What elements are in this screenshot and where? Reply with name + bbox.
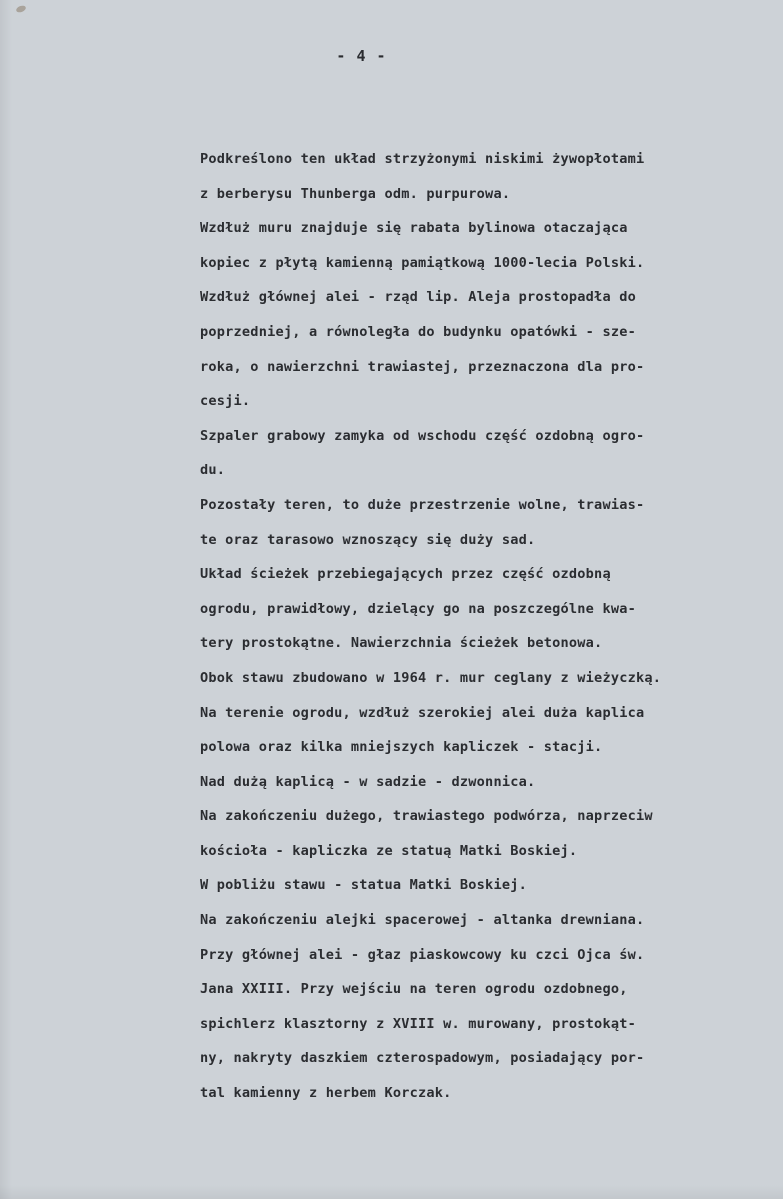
text-line: Na zakończeniu alejki spacerowej - altanka drewniana. (200, 912, 645, 929)
text-line: Szpaler grabowy zamyka od wschodu część ozdobną ogro- (200, 427, 645, 444)
text-line: ogrodu, prawidłowy, dzielący go na poszczególne kwa- (200, 600, 636, 617)
text-line: Wzdłuż głównej alei - rząd lip. Aleja prostopadła do (200, 289, 636, 306)
text-line: spichlerz klasztorny z XVIII w. murowany, prostokąt- (200, 1015, 636, 1032)
paper-stain (15, 4, 26, 13)
text-line: tery prostokątne. Nawierzchnia ścieżek betonowa. (200, 635, 603, 652)
text-line: Na zakończeniu dużego, trawiastego podwórza, naprzeciw (200, 808, 653, 825)
text-line: Pozostały teren, to duże przestrzenie wolne, trawias- (200, 496, 645, 513)
text-line: polowa oraz kilka mniejszych kapliczek - stacji. (200, 739, 603, 756)
text-line: Nad dużą kaplicą - w sadzie - dzwonnica. (200, 773, 536, 790)
text-line: Na terenie ogrodu, wzdłuż szerokiej alei duża kaplica (200, 704, 645, 721)
text-line: kościoła - kapliczka ze statuą Matki Boskiej. (200, 842, 578, 859)
text-line: Podkreślono ten układ strzyżonymi niskimi żywopłotami (200, 151, 645, 167)
text-line: Obok stawu zbudowano w 1964 r. mur ceglany z wieżyczką. (200, 669, 662, 686)
page-number: - 4 - (336, 47, 387, 65)
text-line: W pobliżu stawu - statua Matki Boskiej. (200, 877, 527, 894)
text-line: Jana XXIII. Przy wejściu na teren ogrodu ozdobnego, (200, 981, 628, 998)
text-line: te oraz tarasowo wznoszący się duży sad. (200, 531, 536, 548)
text-line: Układ ścieżek przebiegających przez część ozdobną (200, 566, 611, 583)
text-line: kopiec z płytą kamienną pamiątkową 1000-lecia Polski. (200, 254, 645, 271)
text-line: cesji. (200, 393, 251, 410)
text-line: Wzdłuż muru znajduje się rabata bylinowa otaczająca (200, 220, 628, 237)
typed-text-body (200, 148, 770, 1117)
text-line: Przy głównej alei - głaz piaskowcowy ku czci Ojca św. (200, 946, 645, 963)
text-line: z berberysu Thunberga odm. purpurowa. (200, 185, 511, 202)
text-line: tal kamienny z herbem Korczak. (200, 1085, 452, 1102)
text-line: poprzedniej, a równoległa do budynku opatówki - sze- (200, 323, 636, 340)
text-line: du. (200, 462, 226, 479)
text-line: roka, o nawierzchni trawiastej, przeznaczona dla pro- (200, 358, 645, 375)
text-line: ny, nakryty daszkiem czterospadowym, posiadający por- (200, 1050, 645, 1067)
